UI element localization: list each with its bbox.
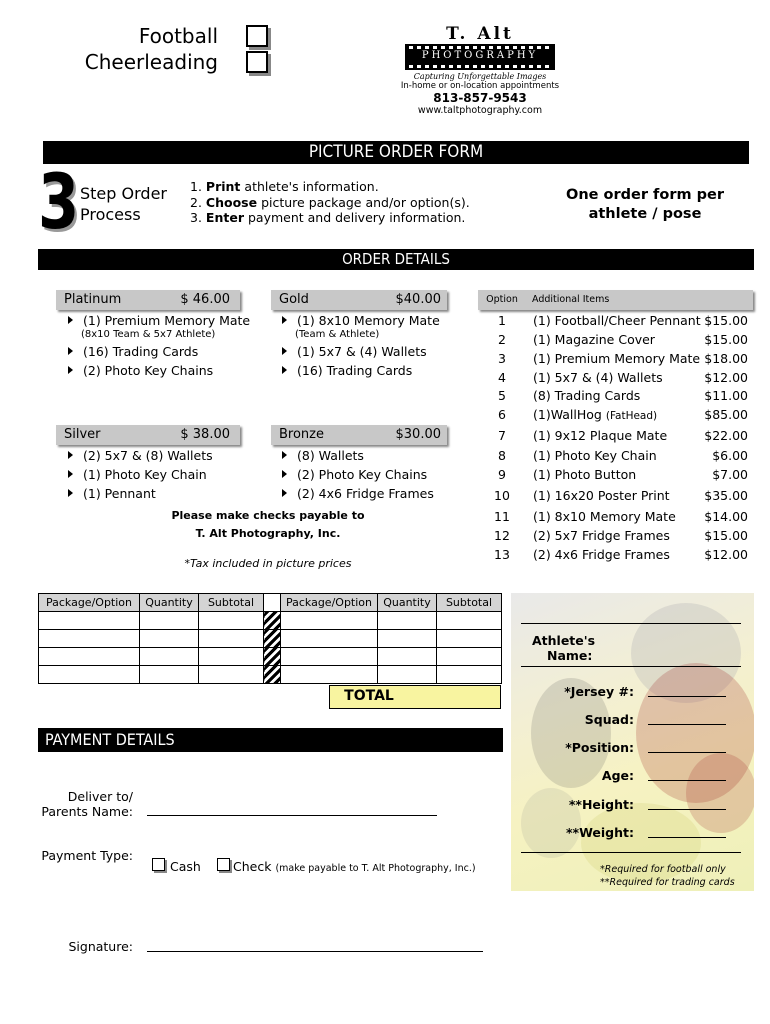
quantity-cell[interactable] [378, 630, 437, 648]
order-note-line1: One order form per [566, 187, 724, 203]
option-price: $15.00 [704, 313, 748, 328]
options-header [478, 290, 753, 310]
order-details-bar [38, 249, 754, 270]
col-package-option: Package/Option [281, 594, 378, 612]
weight-field[interactable] [648, 837, 726, 838]
package-option-cell[interactable] [281, 630, 378, 648]
order-table-header [39, 594, 502, 612]
option-number: 7 [498, 428, 506, 443]
step-heading-line1: Step Order [80, 184, 167, 203]
cash-checkbox[interactable] [152, 858, 165, 871]
option-number: 13 [494, 547, 510, 562]
package-item-note: (8x10 Team & 5x7 Athlete) [81, 329, 216, 340]
deliver-to-label-line2: Parents Name: [41, 804, 133, 819]
option-price: $14.00 [704, 509, 748, 524]
step-item: 3. Enter payment and delivery information. [190, 210, 466, 225]
athlete-name-label-line1: Athlete's [532, 633, 596, 648]
option-price: $12.00 [704, 547, 748, 562]
package-item: (2) 5x7 & (8) Wallets [68, 448, 213, 463]
panel-rule-bottom [521, 852, 741, 853]
subtotal-cell[interactable] [437, 612, 502, 630]
quantity-cell[interactable] [140, 630, 199, 648]
option-item: (1)WallHog (FatHead) [533, 407, 658, 422]
logo-appointments: In-home or on-location appointments [400, 81, 560, 91]
jersey-field[interactable] [648, 696, 726, 697]
option-item: (1) Premium Memory Mate [533, 351, 701, 366]
package-silver-header [56, 425, 240, 445]
subtotal-cell[interactable] [437, 648, 502, 666]
bullet-arrow-icon [68, 366, 73, 374]
age-label: Age: [601, 768, 634, 783]
col-subtotal: Subtotal [199, 594, 264, 612]
option-item: (1) Football/Cheer Pennant [533, 313, 701, 328]
option-item: (2) 5x7 Fridge Frames [533, 528, 670, 543]
package-option-cell[interactable] [39, 648, 140, 666]
position-field[interactable] [648, 752, 726, 753]
bullet-arrow-icon [68, 470, 73, 478]
check-label: Check (make payable to T. Alt Photography, Inc.) [233, 859, 476, 874]
package-item: (2) Photo Key Chains [282, 467, 427, 482]
package-item-note: (Team & Athlete) [295, 329, 380, 340]
option-number: 5 [498, 388, 506, 403]
subtotal-cell[interactable] [199, 666, 264, 684]
package-price: $ 46.00 [180, 292, 230, 307]
check-checkbox[interactable] [217, 858, 230, 871]
col-quantity: Quantity [378, 594, 437, 612]
option-number: 2 [498, 332, 506, 347]
payment-details-heading: PAYMENT DETAILS [45, 730, 175, 749]
logo-film-strip [405, 44, 555, 70]
quantity-cell[interactable] [378, 648, 437, 666]
hatched-divider [264, 648, 281, 666]
option-price: $22.00 [704, 428, 748, 443]
required-note-football: *Required for football only [600, 864, 726, 875]
jersey-label: *Jersey #: [564, 684, 634, 699]
package-bronze-header [271, 425, 447, 445]
package-platinum-header [56, 290, 240, 310]
sport-football-label: Football [138, 24, 218, 48]
subtotal-cell[interactable] [199, 630, 264, 648]
order-table-row [39, 612, 502, 630]
options-col-option: Option [486, 294, 518, 305]
total-box [329, 685, 501, 709]
order-details-heading: ORDER DETAILS [342, 250, 450, 268]
signature-field[interactable] [147, 951, 483, 952]
option-price: $15.00 [704, 332, 748, 347]
squad-label: Squad: [584, 712, 634, 727]
bullet-arrow-icon [282, 489, 287, 497]
signature-label: Signature: [68, 939, 133, 954]
package-name: Silver [64, 427, 101, 442]
weight-label: **Weight: [566, 825, 634, 840]
option-item: (1) 9x12 Plaque Mate [533, 428, 668, 443]
package-item: (8) Wallets [282, 448, 364, 463]
height-label: **Height: [568, 797, 634, 812]
option-number: 10 [494, 488, 510, 503]
option-item: (1) 16x20 Poster Print [533, 488, 670, 503]
hatched-divider [264, 666, 281, 684]
option-price: $18.00 [704, 351, 748, 366]
option-item: (1) 5x7 & (4) Wallets [533, 370, 663, 385]
bullet-arrow-icon [68, 489, 73, 497]
option-price: $11.00 [704, 388, 748, 403]
order-table-row [39, 666, 502, 684]
option-item: (1) 8x10 Memory Mate [533, 509, 676, 524]
logo-name: T. Alt [446, 24, 514, 44]
quantity-cell[interactable] [378, 666, 437, 684]
step-number: 3 [38, 157, 80, 246]
option-number: 4 [498, 370, 506, 385]
order-table-row [39, 630, 502, 648]
age-field[interactable] [648, 780, 726, 781]
sport-cheerleading-label: Cheerleading [84, 50, 218, 74]
title-bar [43, 141, 749, 164]
option-number: 6 [498, 407, 506, 422]
package-item: (1) Premium Memory Mate [68, 313, 250, 328]
cheerleading-checkbox[interactable] [246, 51, 268, 73]
logo-tagline: Capturing Unforgettable Images [413, 72, 547, 81]
payment-type-label: Payment Type: [41, 848, 133, 863]
payment-details-bar [38, 728, 503, 752]
football-checkbox[interactable] [246, 25, 268, 47]
checks-payable-line1: Please make checks payable to [171, 509, 365, 522]
subtotal-cell[interactable] [199, 648, 264, 666]
package-price: $ 38.00 [180, 427, 230, 442]
option-item: (1) Photo Button [533, 467, 637, 482]
package-option-cell[interactable] [281, 648, 378, 666]
option-number: 1 [498, 313, 506, 328]
option-price: $7.00 [712, 467, 748, 482]
quantity-cell[interactable] [140, 666, 199, 684]
bullet-arrow-icon [282, 366, 287, 374]
package-item: (2) 4x6 Fridge Frames [282, 486, 434, 501]
option-item: (1) Photo Key Chain [533, 448, 657, 463]
athlete-name-label-line2: Name: [547, 648, 593, 663]
logo [390, 24, 570, 119]
package-name: Gold [279, 292, 309, 307]
cash-label: Cash [170, 859, 201, 874]
logo-sub: PHOTOGRAPHY [421, 50, 539, 61]
package-price: $30.00 [395, 427, 441, 442]
athlete-photo-panel [511, 593, 754, 891]
logo-website: www.taltphotography.com [417, 105, 543, 116]
col-package-option: Package/Option [39, 594, 140, 612]
option-number: 12 [494, 528, 510, 543]
option-price: $6.00 [712, 448, 748, 463]
package-item: (16) Trading Cards [68, 344, 198, 359]
package-item: (2) Photo Key Chains [68, 363, 213, 378]
bullet-arrow-icon [68, 316, 73, 324]
quantity-cell[interactable] [378, 612, 437, 630]
col-divider [264, 594, 281, 612]
panel-rule-top [521, 623, 741, 624]
option-number: 8 [498, 448, 506, 463]
col-quantity: Quantity [140, 594, 199, 612]
bullet-arrow-icon [282, 316, 287, 324]
package-item: (1) 8x10 Memory Mate [282, 313, 440, 328]
bullet-arrow-icon [282, 347, 287, 355]
subtotal-cell[interactable] [437, 666, 502, 684]
athlete-name-field[interactable] [521, 666, 741, 667]
page-title: PICTURE ORDER FORM [308, 142, 484, 162]
option-number: 3 [498, 351, 506, 366]
option-price: $35.00 [704, 488, 748, 503]
option-item: (8) Trading Cards [533, 388, 641, 403]
col-subtotal: Subtotal [437, 594, 502, 612]
package-item: (1) 5x7 & (4) Wallets [282, 344, 427, 359]
option-price: $85.00 [704, 407, 748, 422]
package-option-cell[interactable] [39, 612, 140, 630]
package-option-cell[interactable] [39, 666, 140, 684]
position-label: *Position: [565, 740, 634, 755]
deliver-to-label-line1: Deliver to/ [67, 789, 133, 804]
bullet-arrow-icon [282, 470, 287, 478]
option-price: $15.00 [704, 528, 748, 543]
package-name: Bronze [279, 427, 324, 442]
subtotal-cell[interactable] [199, 612, 264, 630]
option-item: (1) Magazine Cover [533, 332, 655, 347]
order-note-line2: athlete / pose [588, 206, 702, 222]
package-item: (1) Photo Key Chain [68, 467, 207, 482]
height-field[interactable] [648, 809, 726, 810]
tax-note: *Tax included in picture prices [184, 557, 352, 570]
quantity-cell[interactable] [140, 648, 199, 666]
checks-payable-line2: T. Alt Photography, Inc. [195, 527, 341, 540]
subtotal-cell[interactable] [437, 630, 502, 648]
step-list [190, 179, 470, 226]
option-number: 11 [494, 509, 510, 524]
package-option-cell[interactable] [39, 630, 140, 648]
bullet-arrow-icon [282, 451, 287, 459]
option-item: (2) 4x6 Fridge Frames [533, 547, 670, 562]
options-col-items: Additional Items [532, 294, 610, 305]
hatched-divider [264, 630, 281, 648]
total-field[interactable] [408, 686, 502, 708]
step-item: 2. Choose picture package and/or option(s). [190, 194, 470, 210]
package-price: $40.00 [395, 292, 441, 307]
package-name: Platinum [64, 292, 122, 307]
bullet-arrow-icon [68, 451, 73, 459]
package-option-cell[interactable] [281, 612, 378, 630]
required-note-trading-cards: **Required for trading cards [600, 877, 735, 888]
quantity-cell[interactable] [140, 612, 199, 630]
package-item: (1) Pennant [68, 486, 156, 501]
option-number: 9 [498, 467, 506, 482]
squad-field[interactable] [648, 724, 726, 725]
package-item: (16) Trading Cards [282, 363, 412, 378]
order-entry-table [38, 593, 502, 684]
hatched-divider [264, 612, 281, 630]
package-option-cell[interactable] [281, 666, 378, 684]
package-gold-header [271, 290, 447, 310]
option-price: $12.00 [704, 370, 748, 385]
logo-phone: 813-857-9543 [433, 91, 527, 105]
order-table-row [39, 648, 502, 666]
bullet-arrow-icon [68, 347, 73, 355]
step-heading-line2: Process [80, 205, 141, 224]
step-item: 1. Print athlete's information. [190, 179, 379, 194]
total-label: TOTAL [344, 688, 394, 704]
parents-name-field[interactable] [147, 815, 437, 816]
